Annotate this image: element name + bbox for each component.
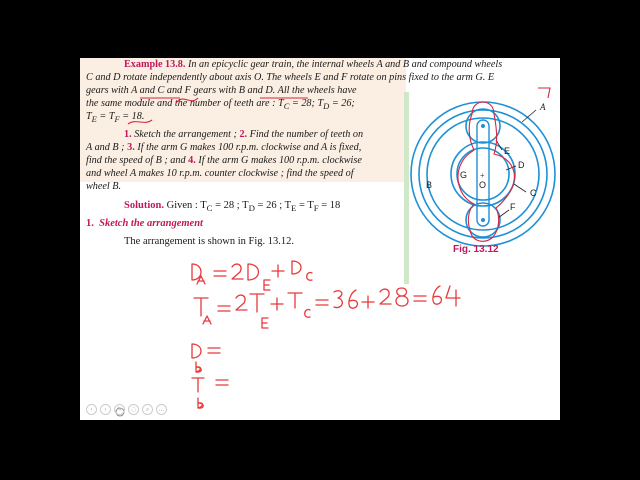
section-heading: 1. Sketch the arrangement: [86, 218, 203, 229]
label-C: C: [530, 188, 537, 198]
ink-underlines: [128, 88, 550, 124]
more-icon[interactable]: …: [156, 404, 167, 415]
prev-icon[interactable]: ‹: [86, 404, 97, 415]
figure-caption: Fig. 13.12: [453, 244, 499, 255]
ink-eq2: [194, 286, 460, 328]
zoom-icon[interactable]: ⌕: [142, 404, 153, 415]
label-G: G: [460, 170, 468, 180]
solution-line: Solution. Given : $T_C = 28$ ; $T_D = 26$ ; $T_E = T_F = 18$: [124, 200, 341, 214]
eraser-icon[interactable]: ◌: [128, 404, 139, 415]
label-F: F: [510, 202, 516, 212]
example-line-2: C and D rotate independently about axis O. The wheels E and F rotate on pins fixed to the arm G. E: [86, 72, 495, 83]
question-line-2: A and B ; 3. If the arm G makes 100 r.p.m. clockwise and A is fixed,: [86, 142, 362, 153]
label-O: O: [479, 180, 487, 190]
example-line-1: Example 13.8. In an epicyclic gear train, the internal wheels A and B and compound wheels: [124, 59, 503, 70]
section-text: The arrangement is shown in Fig. 13.12.: [124, 236, 295, 247]
question-line-5: wheel B.: [86, 181, 122, 192]
viewer-toolbar: [86, 404, 167, 415]
ink-eq3: [192, 344, 220, 372]
ink-eq4: [192, 378, 228, 408]
center-plus: +: [480, 171, 485, 180]
label-A: A: [540, 102, 546, 112]
next-icon[interactable]: ›: [100, 404, 111, 415]
question-line-4: and wheel A makes 10 r.p.m. counter clockwise ; find the speed of: [86, 168, 354, 179]
document-page: [80, 58, 560, 420]
label-E: E: [504, 146, 511, 156]
question-line-1: 1. Sketch the arrangement ; 2. Find the number of teeth on: [124, 129, 364, 140]
handwritten-ink: [80, 58, 560, 420]
example-line-3: gears with A and C and F gears with B and D. All the wheels have: [86, 85, 357, 96]
label-B: B: [426, 180, 433, 190]
label-D: D: [518, 160, 525, 170]
example-line-5: $T_E = T_F = 18$.: [86, 111, 145, 125]
example-line-4: the same module and the number of teeth are : $T_C = 28$; $T_D = 26$;: [86, 98, 355, 112]
ink-eq1: [192, 261, 312, 290]
question-line-3: find the speed of B ; and 4. If the arm G makes 100 r.p.m. clockwise: [86, 155, 362, 166]
pen-icon[interactable]: ✎: [114, 404, 125, 415]
example-heading: Example 13.8.: [124, 59, 186, 70]
